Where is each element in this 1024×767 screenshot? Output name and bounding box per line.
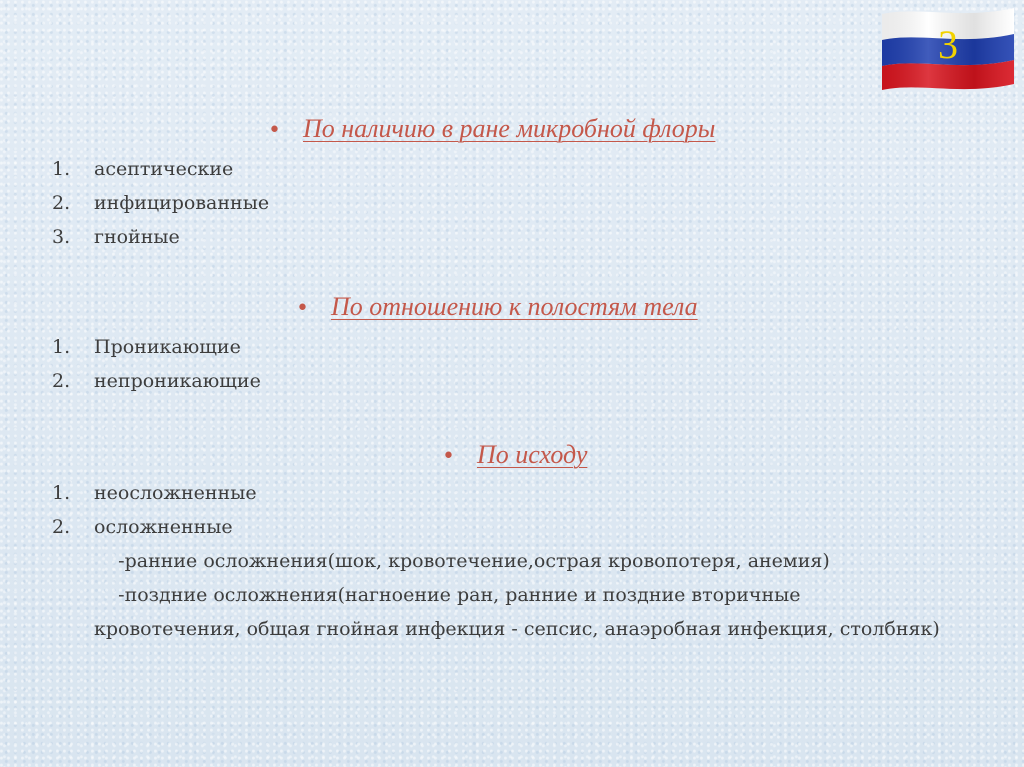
item-text: инфицированные	[94, 192, 270, 214]
bullet-icon: •	[442, 444, 455, 469]
item-number: 2.	[52, 370, 71, 392]
item-number: 1.	[52, 158, 71, 180]
item-text: Проникающие	[94, 336, 241, 358]
list-item	[52, 364, 261, 398]
list-item	[52, 476, 257, 510]
item-text: непроникающие	[94, 370, 261, 392]
item-number: 1.	[52, 336, 71, 358]
bullet-icon: •	[296, 296, 309, 321]
late-complications-continued: кровотечения, общая гнойная инфекция - сепсис, анаэробная инфекция, столбняк)	[94, 618, 940, 640]
item-number: 2.	[52, 192, 71, 214]
item-text: асептические	[94, 158, 234, 180]
list-item	[52, 220, 269, 254]
slide-number: 3	[938, 21, 958, 67]
section-heading-microbial-flora	[268, 114, 715, 144]
heading-text: По исходу	[476, 440, 588, 469]
item-number: 2.	[52, 516, 71, 538]
heading-text: По наличию в ране микробной флоры	[302, 114, 716, 143]
list-microbial-flora	[52, 152, 269, 254]
list-item	[52, 186, 269, 220]
bullet-icon: •	[268, 118, 281, 143]
item-number: 1.	[52, 482, 71, 504]
list-item	[52, 152, 269, 186]
list-item	[52, 510, 257, 544]
item-number: 3.	[52, 226, 71, 248]
section-heading-outcome	[442, 440, 587, 470]
russian-flag-icon	[880, 4, 1016, 90]
list-item	[52, 330, 261, 364]
item-text: гнойные	[94, 226, 180, 248]
early-complications: -ранние осложнения(шок, кровотечение,острая кровопотеря, анемия)	[94, 550, 830, 572]
late-complications: -поздние осложнения(нагноение ран, ранние и поздние вторичные	[94, 584, 801, 606]
item-text: осложненные	[94, 516, 233, 538]
item-text: неосложненные	[94, 482, 257, 504]
list-body-cavities	[52, 330, 261, 398]
heading-text: По отношению к полостям тела	[330, 292, 698, 321]
list-outcome	[52, 476, 257, 544]
section-heading-body-cavities	[296, 292, 698, 322]
